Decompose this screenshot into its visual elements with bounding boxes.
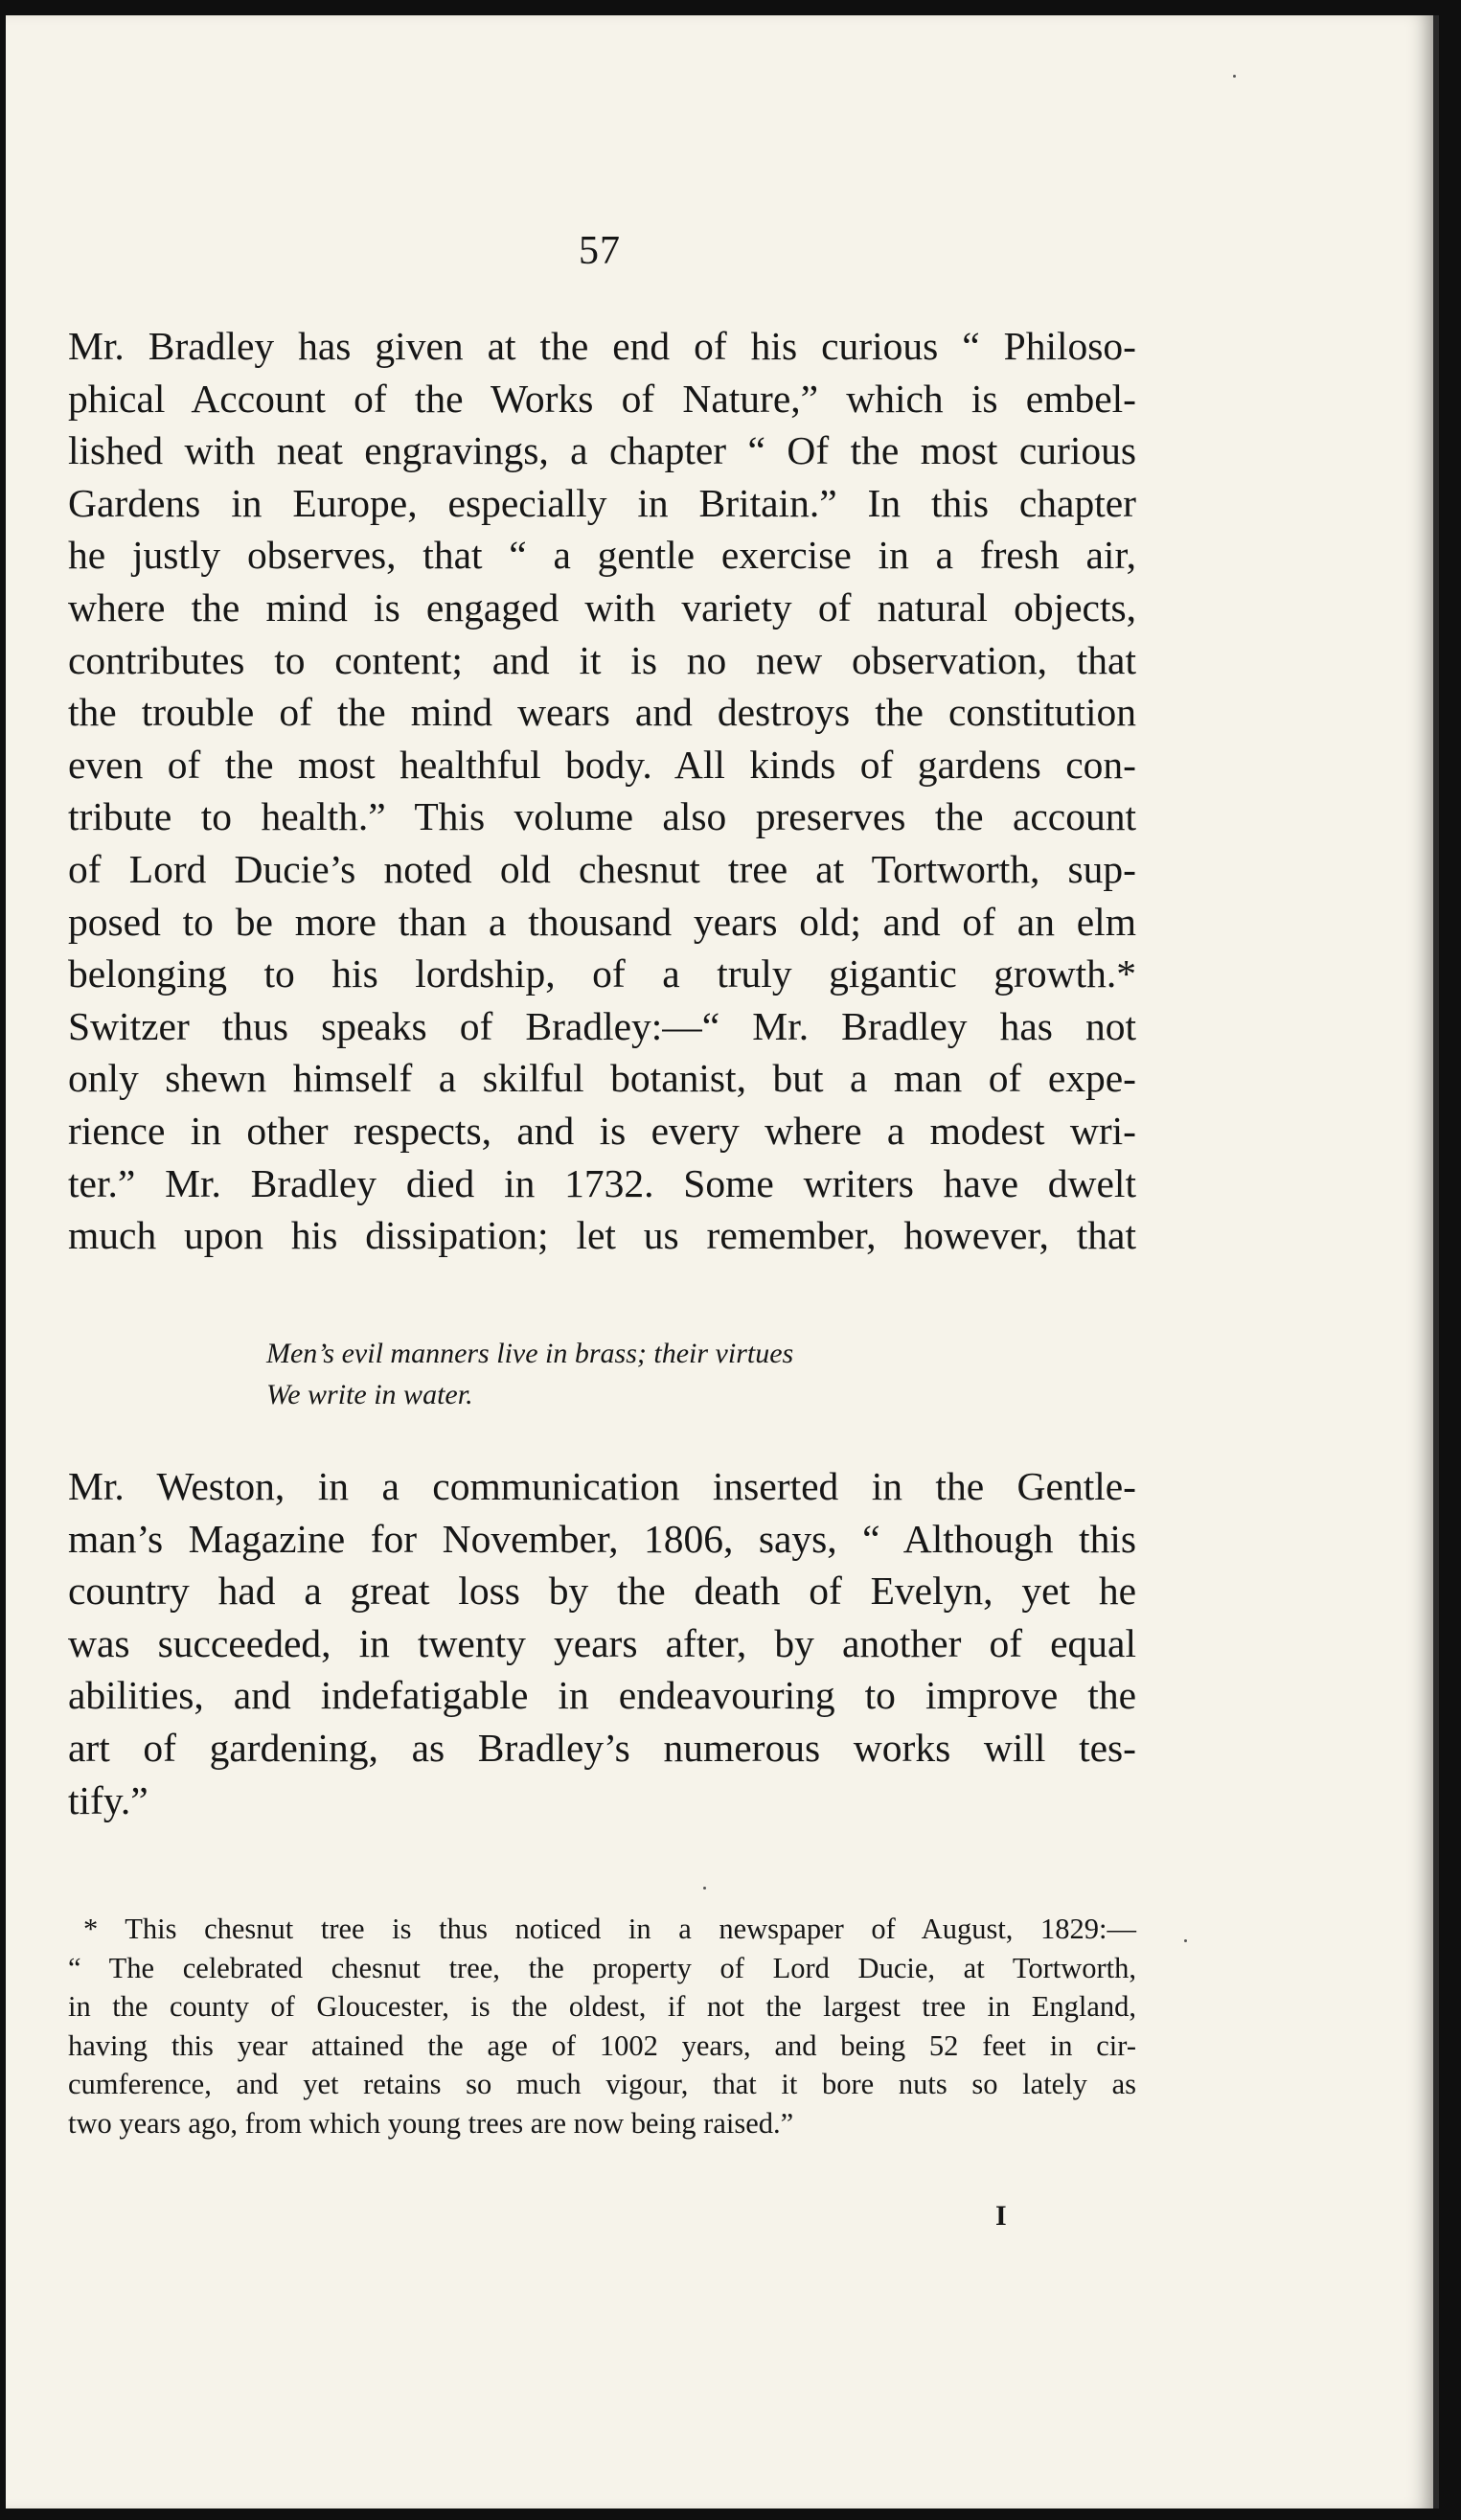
- text-line: Gardens in Europe, especially in Britain.” In this chapter: [68, 480, 1136, 525]
- quote-line: Men’s evil manners live in brass; their virtues: [266, 1338, 794, 1369]
- paper-speck: [703, 1887, 706, 1890]
- text-line: abilities, and indefatigable in endeavouring to improve the: [68, 1673, 1136, 1718]
- text-line: was succeeded, in twenty years after, by another of equal: [68, 1620, 1136, 1665]
- paragraph-weston: [68, 1460, 1136, 1826]
- text-line: only shewn himself a skilful botanist, but a man of expe-: [68, 1056, 1136, 1101]
- paper-speck: [1184, 1939, 1187, 1942]
- footnote-line: having this year attained the age of 1002 years, and being 52 feet in cir-: [68, 2028, 1136, 2062]
- text-line: rience in other respects, and is every where a modest wri-: [68, 1108, 1136, 1153]
- catchword: I: [995, 2200, 1007, 2232]
- text-line: tribute to health.” This volume also preserves the account: [68, 794, 1136, 839]
- text-line: Switzer thus speaks of Bradley:—“ Mr. Bradley has not: [68, 1003, 1136, 1048]
- text-line: where the mind is engaged with variety of natural objects,: [68, 584, 1136, 630]
- paragraph-bradley: [68, 320, 1136, 1262]
- text-line: man’s Magazine for November, 1806, says, “ Although this: [68, 1516, 1136, 1561]
- text-line: tify.”: [68, 1777, 148, 1822]
- text-line: contributes to content; and it is no new observation, that: [68, 637, 1136, 682]
- text-line: ter.” Mr. Bradley died in 1732. Some writers have dwelt: [68, 1160, 1136, 1205]
- text-line: of Lord Ducie’s noted old chesnut tree at Tortworth, sup-: [68, 846, 1136, 891]
- footnote-line: in the county of Gloucester, is the oldest, if not the largest tree in England,: [68, 1990, 1136, 2023]
- text-line: belonging to his lordship, of a truly gigantic growth.*: [68, 951, 1136, 997]
- book-page: [6, 15, 1439, 2509]
- text-line: posed to be more than a thousand years old; and of an elm: [68, 899, 1136, 944]
- page-number: 57: [579, 229, 621, 273]
- footnote: [68, 1910, 1136, 2142]
- text-line: the trouble of the mind wears and destroys the constitution: [68, 690, 1136, 735]
- footnote-line: “ The celebrated chesnut tree, the property of Lord Ducie, at Tortworth,: [68, 1951, 1136, 1984]
- text-line: country had a great loss by the death of Evelyn, yet he: [68, 1569, 1136, 1614]
- text-line: Mr. Bradley has given at the end of his curious “ Philoso-: [68, 324, 1136, 368]
- verse-quotation: [266, 1333, 1033, 1415]
- quote-line: We write in water.: [266, 1379, 473, 1410]
- footnote-line: two years ago, from which young trees are now being raised.”: [68, 2106, 794, 2140]
- text-line: lished with neat engravings, a chapter “ Of the most curious: [68, 428, 1136, 473]
- text-line: even of the most healthful body. All kinds of gardens con-: [68, 742, 1136, 787]
- text-line: art of gardening, as Bradley’s numerous works will tes-: [68, 1725, 1136, 1770]
- text-line: much upon his dissipation; let us remember, however, that: [68, 1213, 1136, 1258]
- footnote-line: cumference, and yet retains so much vigour, that it bore nuts so lately as: [68, 2068, 1136, 2100]
- text-line: phical Account of the Works of Nature,” which is embel-: [68, 376, 1136, 421]
- text-line: Mr. Weston, in a communication inserted in the Gentle-: [68, 1464, 1136, 1508]
- text-line: he justly observes, that “ a gentle exercise in a fresh air,: [68, 533, 1136, 578]
- paper-speck: [1233, 75, 1236, 78]
- footnote-line: * This chesnut tree is thus noticed in a newspaper of August, 1829:—: [83, 1913, 1136, 1945]
